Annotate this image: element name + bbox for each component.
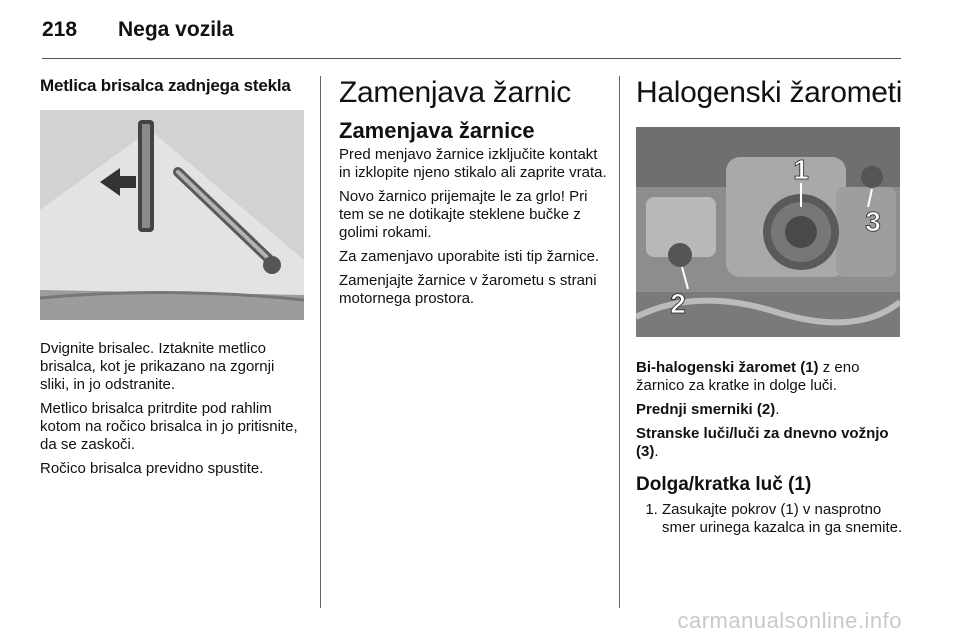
chapter-title: Zamenjava žarnic xyxy=(339,76,571,109)
rear-wiper-figure xyxy=(40,110,304,320)
item-indicators xyxy=(636,401,906,419)
paragraph: Zamenjajte žarnice v žarometu s strani motornega prostora. xyxy=(339,272,597,307)
section-heading: Metlica brisalca zadnjega stekla xyxy=(40,76,291,95)
column-bulb-replacement xyxy=(339,76,607,314)
item-text: . xyxy=(654,443,659,460)
section-subtitle: Zamenjava žarnice xyxy=(339,118,535,143)
headlight-figure xyxy=(636,127,900,337)
figure-label-2: 2 xyxy=(670,288,686,319)
figure-label-1: 1 xyxy=(793,154,809,185)
header-rule xyxy=(42,58,901,59)
item-label: Prednji smerniki (2) xyxy=(636,401,776,418)
step-list xyxy=(636,501,906,537)
item-text: . xyxy=(775,401,780,418)
column-halogen-headlights xyxy=(636,76,906,537)
side-light-socket xyxy=(861,166,883,188)
paragraph: Ročico brisalca previdno spustite. xyxy=(40,460,264,477)
column-rear-wiper xyxy=(40,76,304,484)
indicator-socket xyxy=(668,243,692,267)
item-bi-halogen xyxy=(636,359,906,395)
page-header xyxy=(42,18,234,42)
figure-label-3: 3 xyxy=(865,206,881,237)
paragraph: Pred menjavo žarnice izključite kontakt in izklopite njeno stikalo ali zaprite vrata. xyxy=(339,146,607,181)
paragraph: Metlico brisalca pritrdite pod rahlim kotom na ročico brisalca in jo pritisnite, da se zaskoči. xyxy=(40,400,298,453)
item-label: Bi-halogenski žaromet (1) xyxy=(636,359,819,376)
page-number: 218 xyxy=(42,18,78,41)
item-label: Stranske luči/luči za dnevno vožnjo (3) xyxy=(636,425,889,460)
watermark: carmanualsonline.info xyxy=(677,608,902,633)
item-text: z eno žarnico za kratke in dolge luči. xyxy=(636,359,860,394)
subsection-heading: Dolga/kratka luč (1) xyxy=(636,474,812,495)
step-item: 1. Zasukajte pokrov (1) v nasprotno smer urinega kazalca in ga snemite. xyxy=(662,501,906,537)
column-divider xyxy=(619,76,620,608)
column-divider xyxy=(320,76,321,608)
chapter-title: Halogenski žarometi xyxy=(636,76,903,109)
item-side-lights xyxy=(636,425,906,461)
paragraph: Dvignite brisalec. Iztaknite metlico brisalca, kot je prikazano na zgornji sliki, in jo odstranite. xyxy=(40,340,275,393)
paragraph: Novo žarnico prijemajte le za grlo! Pri tem se ne dotikajte steklene bučke z golimi rokami. xyxy=(339,188,588,241)
paragraph: Za zamenjavo uporabite isti tip žarnice. xyxy=(339,248,600,265)
page-title: Nega vozila xyxy=(118,18,234,41)
